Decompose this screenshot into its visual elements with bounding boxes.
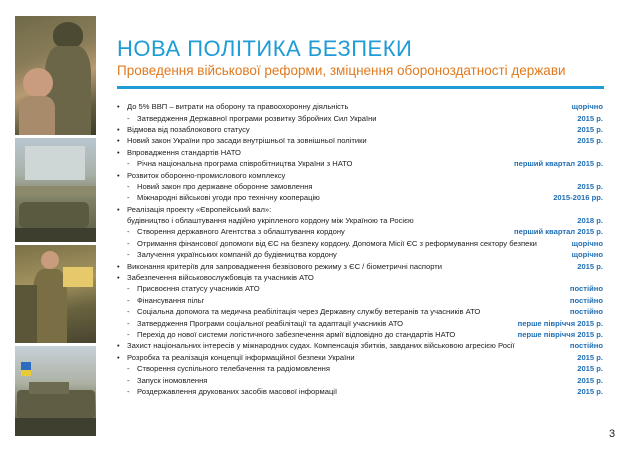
item-deadline: щорічно (571, 250, 603, 260)
item-deadline: 2015 р. (577, 181, 603, 191)
item-text: • До 5% ВВП – витрати на оборону та правоохоронну діяльність (117, 102, 348, 111)
list-item (117, 169, 603, 180)
item-text: - Соціальна допомога та медична реабілітація через Державну службу ветеранів та учасників АТО (117, 307, 480, 316)
item-text: • Новий закон України про засади внутрішньої та зовнішньої політики (117, 136, 367, 145)
list-subitem (117, 226, 603, 237)
item-text: • Забезпечення військовослужбовців та учасників АТО (117, 273, 314, 282)
item-text: - Створення суспільного телебачення та радіомовлення (117, 364, 330, 373)
item-text: • Захист національних інтересів у міжнародних судах. Компенсація збитків, завданих військовою агресією Росії (117, 341, 515, 350)
list-subitem (117, 329, 603, 340)
item-text: - Затвердження Державної програми розвитку Збройних Сил України (117, 114, 377, 123)
list-item (117, 124, 603, 135)
armored-vehicles-photo (15, 346, 96, 436)
list-subitem (117, 181, 603, 192)
list-subitem (117, 363, 603, 374)
item-text: • Відмова від позаблокового статусу (117, 125, 250, 134)
item-deadline: перше півріччя 2015 р. (517, 330, 603, 339)
item-text: - Запуск іномовлення (117, 376, 207, 385)
item-text: • Впровадження стандартів НАТО (117, 148, 241, 157)
photo-strip (15, 16, 96, 436)
item-deadline: перший квартал 2015 р. (514, 227, 603, 237)
item-deadline: 2015 р. (577, 136, 603, 146)
item-deadline: 2015 р. (577, 113, 603, 123)
list-item (117, 204, 603, 215)
list-subitem (117, 192, 603, 203)
page-subtitle: Проведення військової реформи, зміцнення обороноздатності держави (117, 63, 566, 78)
list-subitem (117, 283, 603, 294)
item-text: - Присвоєння статусу учасників АТО (117, 284, 260, 293)
item-text: будівництво і облаштування надійно укріпленого кордону між Україною та Росією (127, 216, 414, 226)
item-deadline: 2018 р. (577, 216, 603, 226)
item-text: - Новий закон про державне оборонне замовлення (117, 182, 313, 191)
item-deadline: постійно (569, 284, 603, 294)
list-subitem (117, 112, 603, 123)
item-deadline: 2015 р. (577, 386, 603, 396)
reform-list (117, 101, 603, 397)
item-text: • Розробка та реалізація концепції інформаційної безпеки України (117, 353, 355, 362)
item-text: • Реалізація проекту «Європейський вал»: (117, 205, 271, 214)
item-text: - Міжнародні військові угоди про технічну кооперацію (117, 193, 320, 202)
item-deadline: постійно (569, 341, 603, 351)
list-subitem (117, 386, 603, 397)
title-divider (117, 86, 604, 89)
item-deadline: 2015 р. (577, 364, 603, 374)
item-deadline: 2015 р. (577, 124, 603, 134)
item-text: - Фінансування пільг (117, 296, 204, 305)
item-text: - Роздержавлення друкованих засобів масової інформації (117, 387, 337, 396)
item-text: - Залучення українських компаній до будівництва кордону (117, 250, 337, 259)
item-deadline: 2015-2016 рр. (553, 193, 603, 203)
page-number: 3 (609, 428, 616, 440)
list-item (117, 135, 603, 146)
list-item (117, 260, 603, 271)
item-deadline: перший квартал 2015 р. (514, 159, 603, 169)
list-subitem (117, 295, 603, 306)
item-deadline: 2015 р. (577, 352, 603, 362)
item-deadline: постійно (569, 307, 603, 317)
list-subitem (117, 306, 603, 317)
soldier-with-child-photo (15, 16, 96, 135)
list-item (117, 147, 603, 158)
list-subitem (117, 249, 603, 260)
list-subitem (117, 317, 603, 328)
page-title: НОВА ПОЛІТИКА БЕЗПЕКИ (117, 36, 413, 61)
list-subitem (117, 158, 603, 169)
list-item (117, 272, 603, 283)
item-text: • Виконання критеріїв для запровадження безвізового режиму з ЄС / біометричні паспорти (117, 262, 442, 271)
list-item (117, 215, 603, 226)
item-deadline: щорічно (571, 102, 603, 112)
item-text: - Річна національна програма співробітництва України з НАТО (117, 159, 352, 168)
item-deadline: щорічно (571, 238, 603, 248)
item-deadline: 2015 р. (577, 375, 603, 385)
ceremony-soldiers-photo (15, 245, 96, 343)
item-text: • Розвиток оборонно-промислового комплексу (117, 171, 285, 180)
item-deadline: постійно (569, 295, 603, 305)
item-text: - Отримання фінансової допомоги від ЄС на безпеку кордону. Допомога Місії ЄС з реформування сектору безпеки (117, 239, 537, 248)
list-item (117, 352, 603, 363)
item-text: - Перехід до нової системи логістичного забезпечення армії відповідно до стандартів НАТО (117, 330, 455, 339)
list-item (117, 101, 603, 112)
list-item (117, 340, 603, 351)
item-deadline: 2015 р. (577, 261, 603, 271)
item-text: - Затвердження Програми соціальної реабілітації та адаптації учасників АТО (117, 319, 403, 328)
list-subitem (117, 374, 603, 385)
item-deadline: перше півріччя 2015 р. (517, 318, 603, 328)
military-parade-photo (15, 138, 96, 242)
item-text: - Створення державного Агентства з облаштування кордону (117, 227, 345, 236)
list-subitem (117, 238, 603, 249)
